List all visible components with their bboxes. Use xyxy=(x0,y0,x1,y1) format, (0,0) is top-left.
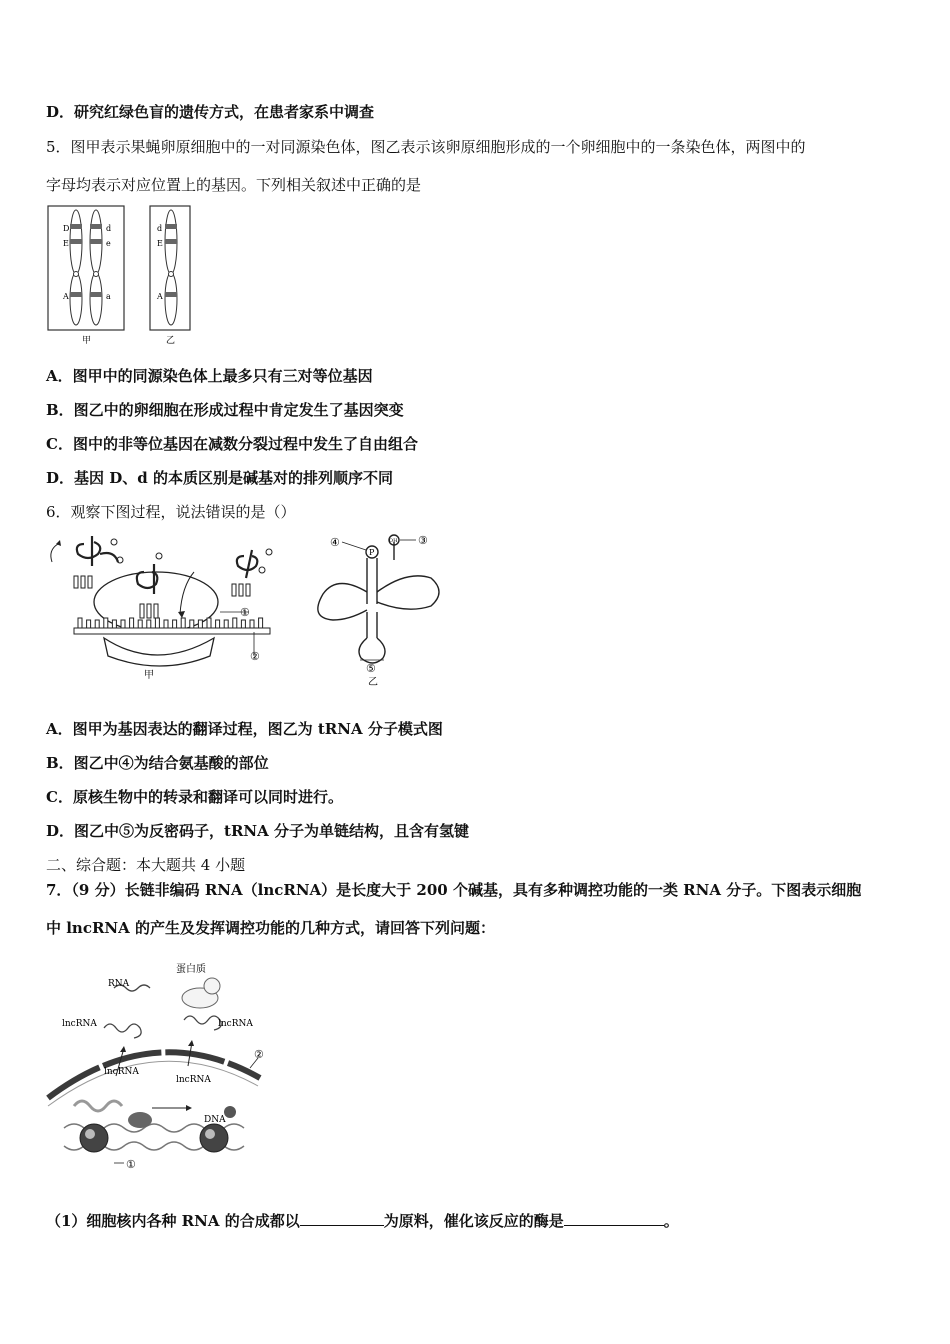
codon-tooth xyxy=(207,618,211,628)
codon-tooth xyxy=(181,618,185,628)
q5-stem-line2: 字母均表示对应位置上的基因。下列相关叙述中正确的是 xyxy=(46,176,422,194)
fig5-yi-label: 乙 xyxy=(166,336,176,346)
codon-tooth xyxy=(112,620,116,628)
fig7-protein-label: 蛋白质 xyxy=(176,964,206,975)
codon-tooth xyxy=(78,618,82,628)
jia-gene-right-1: d xyxy=(106,224,112,233)
fig7-lncrna-left: lncRNA xyxy=(62,1019,97,1029)
codon-tooth xyxy=(259,618,263,628)
yi-gene-1: d xyxy=(157,224,163,233)
codon-tooth xyxy=(104,618,108,628)
fig5-jia-label: 甲 xyxy=(82,336,92,346)
q5-option-c: C．图中的非等位基因在减数分裂过程中发生了自由组合 xyxy=(46,435,418,453)
q5-option-a: A．图甲中的同源染色体上最多只有三对等位基因 xyxy=(46,367,373,385)
fig7-lncrna-mid1: lncRNA xyxy=(104,1067,139,1077)
q7-1-middle: 为原料，催化该反应的酶是 xyxy=(383,1212,564,1230)
jia-gene-right-2: e xyxy=(106,239,111,248)
q6-figure-translation-trna xyxy=(44,532,454,692)
codon-tooth xyxy=(241,620,245,628)
fig6-p-label: P xyxy=(369,548,375,557)
fig6-mark-2: ② xyxy=(250,650,260,663)
fig6-mark-4: ④ xyxy=(330,536,340,549)
codon-tooth xyxy=(224,620,228,628)
q6-option-b: B．图乙中④为结合氨基酸的部位 xyxy=(46,754,269,772)
q5-option-b: B．图乙中的卵细胞在形成过程中肯定发生了基因突变 xyxy=(46,401,404,419)
q4-option-d: D．研究红绿色盲的遗传方式，在患者家系中调查 xyxy=(46,103,375,121)
codon-tooth xyxy=(130,618,134,628)
fig7-mark-1: ① xyxy=(126,1158,136,1171)
codon-tooth xyxy=(155,618,159,628)
fig6-oh-label: OH xyxy=(389,538,398,544)
q5-option-d: D．基因 D、d 的本质区别是碱基对的排列顺序不同 xyxy=(46,469,393,487)
yi-gene-2: E xyxy=(157,239,163,248)
fig6-mark-5: ⑤ xyxy=(366,662,376,675)
codon-tooth xyxy=(198,620,202,628)
q7-1-blank-1[interactable] xyxy=(300,1210,384,1226)
codon-tooth xyxy=(87,620,91,628)
yi-gene-3: A xyxy=(157,292,163,301)
fig6-mark-3: ③ xyxy=(418,534,428,547)
q7-subquestion-1 xyxy=(46,1210,679,1231)
q7-1-end: 。 xyxy=(663,1212,679,1230)
codon-tooth xyxy=(250,620,254,628)
q5-stem-line1: 5．图甲表示果蝇卵原细胞中的一对同源染色体，图乙表示该卵原细胞形成的一个卵细胞中的一条染色体，两图中的 xyxy=(46,138,806,156)
jia-gene-right-3: a xyxy=(106,292,111,301)
fig7-rna-label: RNA xyxy=(108,979,130,989)
q7-1-blank-2[interactable] xyxy=(564,1210,664,1226)
fig7-mark-2: ② xyxy=(254,1048,264,1061)
q7-stem-line2: 中 lncRNA 的产生及发挥调控功能的几种方式，请回答下列问题： xyxy=(46,919,495,937)
q7-1-prefix: （1）细胞核内各种 RNA 的合成都以 xyxy=(46,1212,300,1230)
jia-gene-left-2: E xyxy=(63,239,69,248)
codon-tooth xyxy=(95,620,99,628)
section-2-heading: 二、综合题：本大题共 4 小题 xyxy=(46,856,246,874)
fig7-lncrna-mid2: lncRNA xyxy=(176,1075,211,1085)
codon-tooth xyxy=(190,620,194,628)
q5-figure-chromosomes xyxy=(46,204,196,346)
codon-tooth xyxy=(121,620,125,628)
codon-tooth xyxy=(138,620,142,628)
q6-stem: 6．观察下图过程，说法错误的是（） xyxy=(46,503,296,521)
jia-gene-left-1: D xyxy=(63,224,70,233)
q6-option-c: C．原核生物中的转录和翻译可以同时进行。 xyxy=(46,788,343,806)
fig6-jia-label: 甲 xyxy=(144,670,154,681)
codon-tooth xyxy=(216,620,220,628)
codon-tooth xyxy=(147,620,151,628)
codon-tooth xyxy=(233,618,237,628)
q6-option-a: A．图甲为基因表达的翻译过程，图乙为 tRNA 分子模式图 xyxy=(46,720,443,738)
fig7-lncrna-right: lncRNA xyxy=(218,1019,253,1029)
fig6-mark-1: ① xyxy=(240,606,250,619)
q7-figure-lncrna xyxy=(44,958,274,1178)
q7-stem-line1: 7．（9 分）长链非编码 RNA（lncRNA）是长度大于 200 个碱基，具有多种调控功能的一类 RNA 分子。下图表示细胞 xyxy=(46,881,862,899)
codon-tooth xyxy=(164,620,168,628)
fig6-yi-label: 乙 xyxy=(368,677,378,688)
q6-option-d: D．图乙中⑤为反密码子，tRNA 分子为单链结构，且含有氢键 xyxy=(46,822,469,840)
codon-tooth xyxy=(173,620,177,628)
fig7-dna-label: DNA xyxy=(204,1115,226,1125)
jia-gene-left-3: A xyxy=(63,292,69,301)
